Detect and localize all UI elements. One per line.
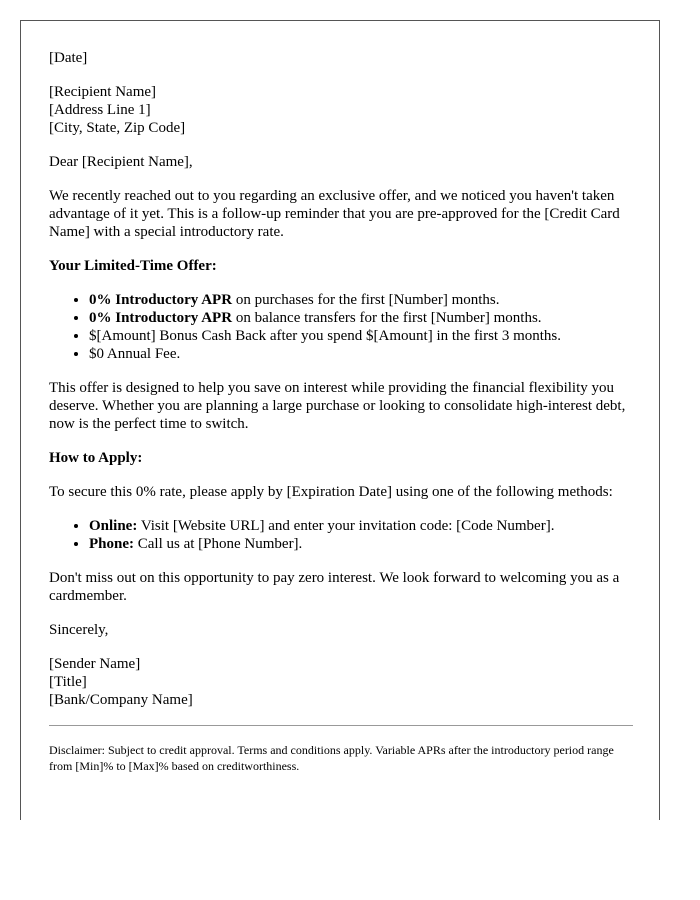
recipient-city-state-zip: [City, State, Zip Code] — [49, 120, 186, 136]
offer-item-bold: 0% Introductory APR — [89, 292, 233, 308]
letter-content — [49, 49, 633, 774]
intro-paragraph: We recently reached out to you regarding an exclusive offer, and we noticed you haven't taken advantage of it yet. This is a follow-up reminder that you are pre-approved for the [Credit Card Name] with a special introductory rate. — [49, 188, 620, 240]
offer-paragraph: This offer is designed to help you save on interest while providing the financial flexibility you deserve. Whether you are planning a large purchase or looking to consolidate high-interest debt, now is the perfect time to switch. — [49, 380, 626, 432]
closing-paragraph: Don't miss out on this opportunity to pay zero interest. We look forward to welcoming you as a cardmember. — [49, 570, 620, 604]
sender-title: [Title] — [49, 674, 87, 690]
offer-heading: Your Limited-Time Offer: — [49, 258, 217, 274]
disclaimer: Disclaimer: Subject to credit approval. Terms and conditions apply. Variable APRs after the introductory period range from [Min]% to [Max]% based on creditworthiness. — [49, 743, 614, 773]
offer-item — [89, 291, 633, 309]
apply-intro: To secure this 0% rate, please apply by [Expiration Date] using one of the following methods: — [49, 484, 613, 500]
offer-item — [89, 327, 633, 345]
sender-name: [Sender Name] — [49, 656, 141, 672]
offer-item-text: on purchases for the first [Number] months. — [232, 292, 500, 308]
offer-item-text: $[Amount] Bonus Cash Back after you spend $[Amount] in the first 3 months. — [89, 328, 562, 344]
offer-item — [89, 345, 633, 363]
apply-method-item — [89, 517, 633, 535]
apply-method-item — [89, 535, 633, 553]
offer-list — [49, 291, 633, 363]
sign-off: Sincerely, — [49, 622, 109, 638]
apply-methods-list — [49, 517, 633, 553]
sender-block — [49, 655, 633, 709]
apply-heading: How to Apply: — [49, 450, 143, 466]
offer-item-text: $0 Annual Fee. — [89, 346, 181, 362]
letter-date: [Date] — [49, 50, 88, 66]
offer-item-text: on balance transfers for the first [Number] months. — [232, 310, 542, 326]
recipient-name: [Recipient Name] — [49, 84, 157, 100]
salutation: Dear [Recipient Name], — [49, 154, 193, 170]
offer-item-bold: 0% Introductory APR — [89, 310, 233, 326]
apply-method-text: Call us at [Phone Number]. — [134, 536, 303, 552]
apply-method-label: Phone: — [89, 536, 134, 552]
offer-item — [89, 309, 633, 327]
letter-page — [20, 20, 660, 820]
sender-company: [Bank/Company Name] — [49, 692, 193, 708]
divider — [49, 725, 633, 726]
apply-method-label: Online: — [89, 518, 138, 534]
recipient-address-line-1: [Address Line 1] — [49, 102, 151, 118]
recipient-address-block — [49, 83, 633, 137]
apply-method-text: Visit [Website URL] and enter your invitation code: [Code Number]. — [137, 518, 555, 534]
